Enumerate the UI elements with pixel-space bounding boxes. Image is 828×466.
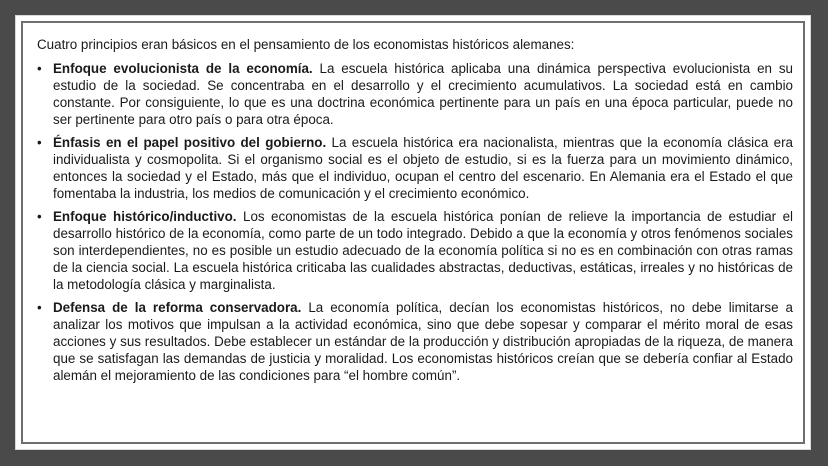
principle-government-role — [37, 134, 793, 202]
principles-list — [37, 60, 793, 384]
principle-evolutionary — [37, 60, 793, 128]
principle-historical-inductive — [37, 208, 793, 293]
principle-term: Enfoque evolucionista de la economía. — [53, 61, 313, 76]
bullet-icon: • — [37, 135, 42, 150]
principle-description: La escuela histórica aplicaba una dinámica perspectiva evolucionista en su estudio de la sociedad. Se concentraba en el desarrollo y el crecimiento acumulativos. La sociedad está en cambio constante. Por consiguiente, lo que es una doctrina económica pertinente para un país en una época particular, puede no ser pertinente para otro país o para otra época. — [53, 61, 793, 127]
bullet-icon: • — [37, 209, 42, 224]
principle-term: Énfasis en el papel positivo del gobierno. — [53, 135, 327, 150]
bullet-icon: • — [37, 300, 42, 315]
principle-description: Los economistas de la escuela histórica ponían de relieve la importancia de estudiar el desarrollo histórico de la economía, como parte de un todo integrado. Debido a que la economía y otros fenómenos sociales son interdependientes, no es posible un estudio adecuado de la economía política si no es en combinación con otras ramas de la ciencia social. La escuela histórica criticaba las cualidades abstractas, deductivas, estáticas, irreales y no históricas de la metodología clásica y marginalista. — [53, 209, 793, 292]
intro-text: Cuatro principios eran básicos en el pensamiento de los economistas históricos alemanes: — [37, 37, 575, 52]
principle-term: Defensa de la reforma conservadora. — [53, 300, 302, 315]
principle-description: La economía política, decían los economistas históricos, no debe limitarse a analizar los motivos que impulsan a la actividad económica, sino que debe sopesar y comparar el mérito moral de esas acciones y sus resultados. Debe establecer un estándar de la producción y distribución apropiadas de la riqueza, de manera que se satisfagan las demandas de justicia y moralidad. Los economistas históricos creían que se debería confiar al Estado alemán el mejoramiento de las condiciones para “el hombre común”. — [53, 300, 793, 383]
principle-description: La escuela histórica era nacionalista, mientras que la economía clásica era individualista y cosmopolita. Si el organismo social es el objeto de estudio, si es la fuerza para un movimiento dinámico, entonces la sociedad y el Estado, más que el individuo, ocupan el centro del escenario. En Alemania era el Estado el que fomentaba la industria, los medios de comunicación y el crecimiento económico. — [53, 135, 793, 201]
principle-term: Enfoque histórico/inductivo. — [53, 209, 237, 224]
bullet-icon: • — [37, 61, 42, 76]
principle-conservative-reform — [37, 299, 793, 384]
slide-content — [37, 36, 793, 390]
